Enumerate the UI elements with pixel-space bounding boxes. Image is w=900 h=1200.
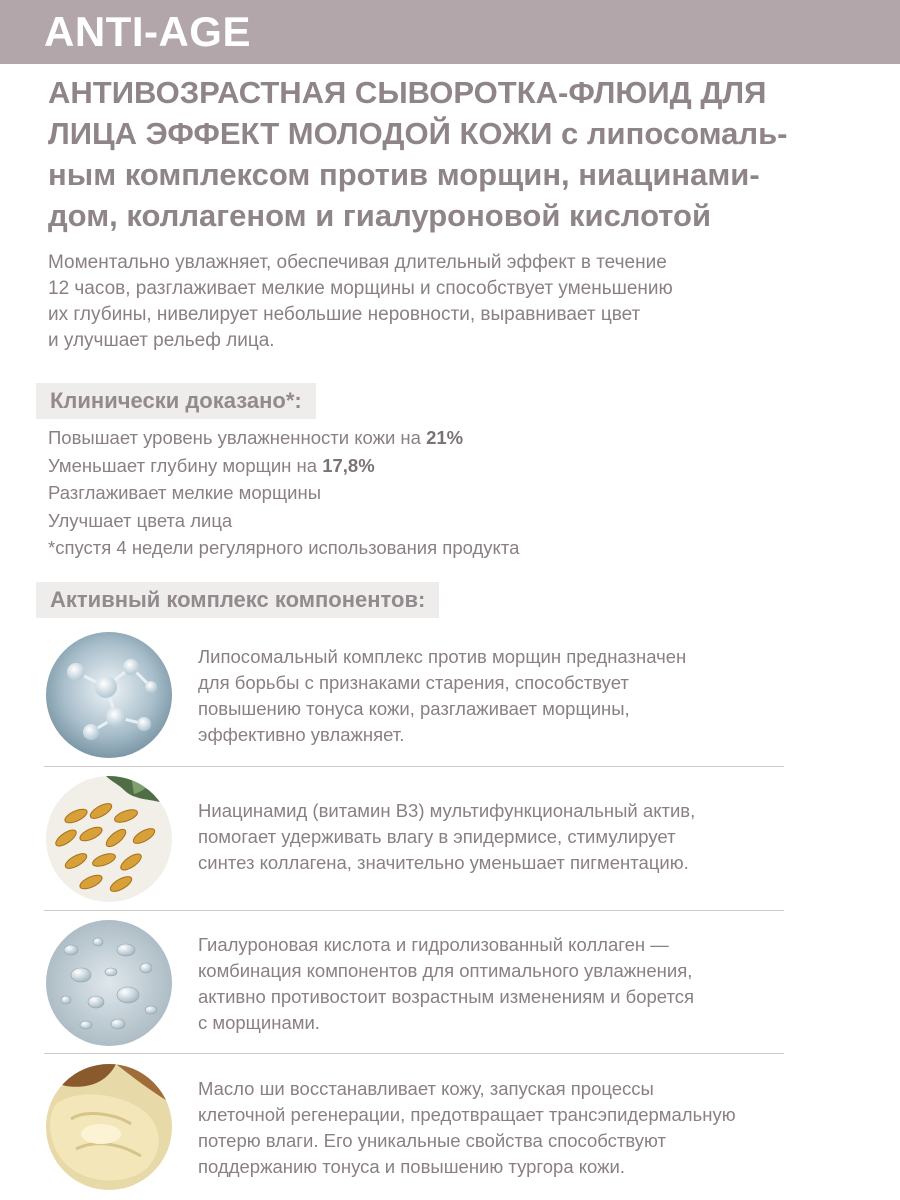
description-line: 12 часов, разглаживает мелкие морщины и способствует уменьшению: [48, 278, 673, 299]
clinical-footnote: *спустя 4 недели регулярного использования продукта: [48, 537, 520, 558]
clinical-list: [48, 424, 748, 562]
clinical-item: Уменьшает глубину морщин на 17,8%: [48, 454, 375, 476]
water-drops-icon: [46, 920, 172, 1046]
clinical-value: 21%: [426, 427, 464, 448]
clinical-heading: Клинически доказано*:: [36, 383, 316, 419]
clinical-item: Повышает уровень увлажненности кожи на 21%: [48, 427, 464, 448]
divider: [44, 910, 784, 911]
description-line: и улучшает рельеф лица.: [48, 330, 275, 351]
description-line: Моментально увлажняет, обеспечивая длительный эффект в течение: [48, 252, 667, 273]
ingredient-text: Ниацинамид (витамин В3) мультифункциональный актив, помогает удерживать влагу в эпидермисе, стимулирует синтез коллагена, значительно уменьшает пигментацию.: [198, 800, 696, 873]
title-line: ЛИЦА ЭФФЕКТ МОЛОДОЙ КОЖИ с липосомаль-: [48, 116, 788, 151]
ingredient-text: Масло ши восстанавливает кожу, запуская процессы клеточной регенерации, предотвращает трансэпидермальную потерю влаги. Его уникальные свойства способствуют поддержанию тонуса и повышению тургора кожи.: [198, 1078, 736, 1177]
ingredient-text: Липосомальный комплекс против морщин предназначен для борьбы с признаками старения, способствует повышению тонуса кожи, разглаживает морщины, эффективно увлажняет.: [198, 646, 687, 745]
ingredient-text: Гиалуроновая кислота и гидролизованный коллаген — комбинация компонентов для оптимального увлажнения, активно противостоит возрастным изменениям и борется с морщинами.: [198, 934, 694, 1033]
title-line: ным комплексом против морщин, ниацинами-: [48, 157, 760, 192]
banner-label: ANTI-AGE: [44, 8, 251, 55]
clinical-item: Разглаживает мелкие морщины: [48, 482, 322, 503]
divider: [44, 1053, 784, 1054]
clinical-item: Улучшает цвета лица: [48, 509, 233, 531]
divider: [44, 766, 784, 767]
top-banner: [0, 0, 900, 64]
capsules-icon: [46, 776, 172, 902]
description-line: их глубины, нивелирует небольшие неровности, выравнивает цвет: [48, 304, 641, 325]
product-description: [48, 250, 788, 354]
title-line: дом, коллагеном и гиалуроновой кислотой: [48, 198, 712, 233]
title-line: АНТИВОЗРАСТНАЯ СЫВОРОТКА-ФЛЮИД ДЛЯ: [48, 75, 767, 110]
complex-heading: Активный комплекс компонентов:: [36, 582, 439, 618]
shea-butter-icon: [46, 1064, 172, 1190]
molecule-icon: [46, 632, 172, 758]
clinical-value: 17,8%: [322, 454, 375, 476]
product-title: [48, 72, 868, 236]
